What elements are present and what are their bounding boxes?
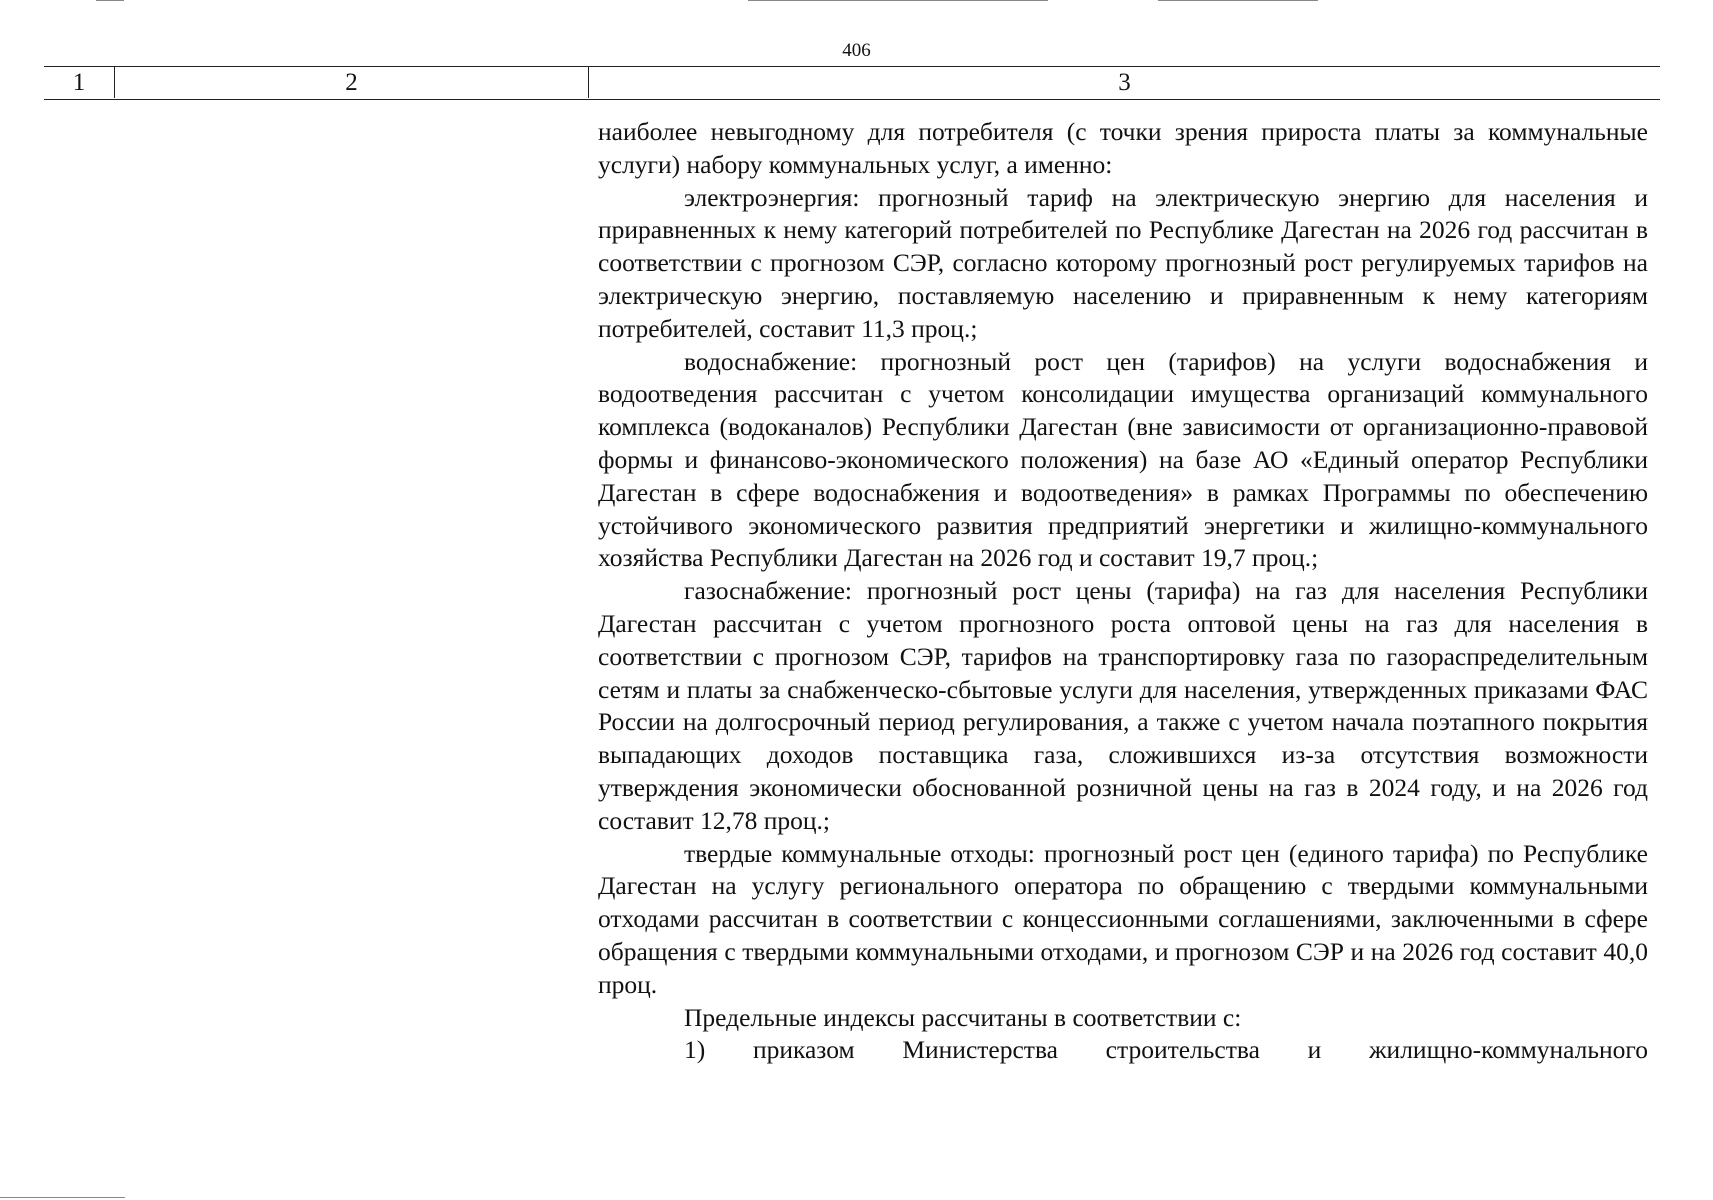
paragraph-indices-basis: Предельные индексы рассчитаны в соответствии с: [684,1002,1242,1032]
column-header-3: 3 [1118,69,1131,96]
paragraph-electricity: электроэнергия: прогнозный тариф на электрическую энергию для населения и приравненных к нему категорий потребителей по Республике Дагестан на 2026 год рассчитан в соответствии с прогнозом СЭР, согласно которому прогнозный рост регулируемых тарифов на электрическую энергию, поставляемую населению и приравненным к нему категориям потребителей, составит 11,3 проц.; [598,182,1648,343]
scan-edge-line-bottom-left [0,1197,125,1198]
scan-edge-line-top-right [1158,0,1318,1]
column-header-row [44,66,1660,100]
scan-edge-line-top-center [748,0,1048,1]
scan-edge-line-top-left [96,0,124,1]
paragraph-list-item-1: 1) приказом Министерства строительства и жилищно-коммунального [684,1035,1648,1065]
paragraph-solid-waste: твердые коммунальные отходы: прогнозный рост цен (единого тарифа) по Республике Дагестан на услугу регионального оператора по обращению с твердыми коммунальными отходами рассчитан в соответствии с концессионными соглашениями, заключенными в сфере обращения с твердыми коммунальными отходами, и прогнозом СЭР и на 2026 год составит 40,0 проц. [598,838,1648,999]
document-body [598,116,1648,1067]
column-header-2: 2 [115,67,589,98]
paragraph-gas-supply: газоснабжение: прогнозный рост цены (тарифа) на газ для населения Республики Дагестан рассчитан с учетом прогнозного роста оптовой цены на газ для населения в соответствии с прогнозом СЭР, тарифов на транспортировку газа по газораспределительным сетям и платы за снабженческо-сбытовые услуги для населения, утвержденных приказами ФАС России на долгосрочный период регулирования, а также с учетом начала поэтапного покрытия выпадающих доходов поставщика газа, сложившихся из-за отсутствия возможности утверждения экономически обоснованной розничной цены на газ в 2024 году, и на 2026 год составит 12,78 проц.; [598,576,1648,835]
paragraph-intro: наиболее невыгодному для потребителя (с точки зрения прироста платы за коммунальные услуги) набору коммунальных услуг, а именно: [598,117,1648,179]
column-header-1: 1 [44,67,115,98]
page-number: 406 [842,40,871,61]
paragraph-water-supply: водоснабжение: прогнозный рост цен (тарифов) на услуги водоснабжения и водоотведения рассчитан с учетом консолидации имущества организаций коммунального комплекса (водоканалов) Республики Дагестан (вне зависимости от организационно-правовой формы и финансово-экономического положения) на базе АО «Единый оператор Республики Дагестан в сфере водоснабжения и водоотведения» в рамках Программы по обеспечению устойчивого экономического развития предприятий энергетики и жилищно-коммунального хозяйства Республики Дагестан на 2026 год и составит 19,7 проц.; [598,346,1648,573]
